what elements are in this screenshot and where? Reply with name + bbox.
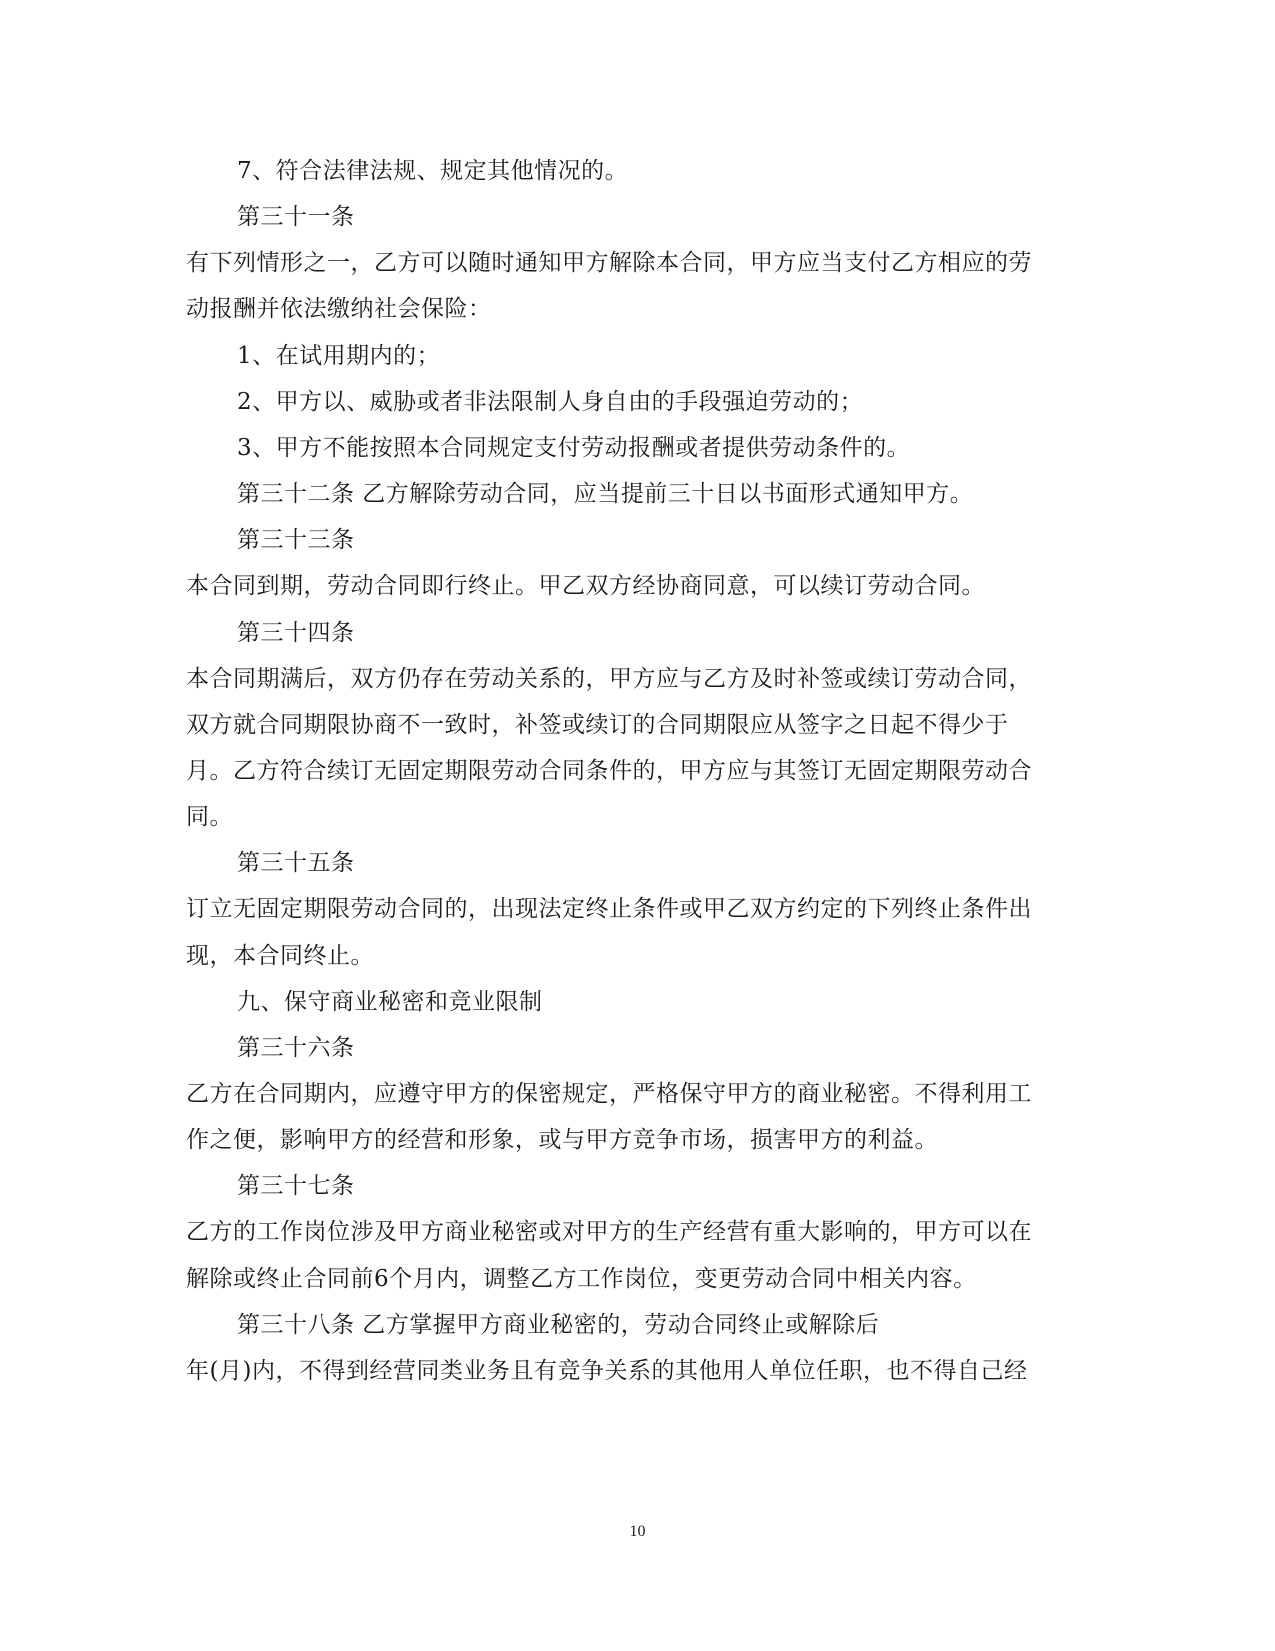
text-line: 1、在试用期内的； (237, 342, 441, 369)
text-line: 7、符合法律法规、规定其他情况的。 (237, 158, 629, 184)
text-line: 3、甲方不能按照本合同规定支付劳动报酬或者提供劳动条件的。 (237, 434, 911, 461)
text-line: 第三十四条 (237, 619, 355, 646)
text-line: 月。乙方符合续订无固定期限劳动合同条件的，甲方应与其签订无固定期限劳动合 (186, 757, 1032, 784)
text-line: 动报酬并依法缴纳社会保险： (186, 296, 492, 323)
text-line: 年(月)内，不得到经营同类业务且有竞争关系的其他用人单位任职，也不得自己经 (186, 1357, 1028, 1384)
text-line: 同。 (186, 804, 233, 831)
text-line: 现，本合同终止。 (186, 942, 374, 969)
text-line: 第三十八条 乙方掌握甲方商业秘密的，劳动合同终止或解除后 (237, 1311, 880, 1338)
text-line: 九、保守商业秘密和竞业限制 (237, 988, 543, 1015)
text-line: 第三十五条 (237, 850, 355, 877)
text-line: 第三十七条 (237, 1173, 355, 1200)
page-number: 10 (629, 1523, 646, 1540)
text-line: 本合同到期，劳动合同即行终止。甲乙双方经协商同意，可以续订劳动合同。 (186, 573, 985, 600)
text-line: 2、甲方以、威胁或者非法限制人身自由的手段强迫劳动的； (237, 388, 864, 415)
text-line: 第三十六条 (237, 1034, 355, 1061)
text-line: 本合同期满后，双方仍存在劳动关系的，甲方应与乙方及时补签或续订劳动合同， (186, 665, 1032, 692)
text-line: 有下列情形之一，乙方可以随时通知甲方解除本合同，甲方应当支付乙方相应的劳 (186, 250, 1032, 277)
text-line: 双方就合同期限协商不一致时，补签或续订的合同期限应从签字之日起不得少于 (186, 711, 1009, 738)
text-line: 作之便，影响甲方的经营和形象，或与甲方竞争市场，损害甲方的利益。 (186, 1127, 938, 1154)
text-line: 第三十二条 乙方解除劳动合同，应当提前三十日以书面形式通知甲方。 (237, 481, 974, 508)
text-line: 第三十一条 (237, 204, 355, 231)
text-line: 订立无固定期限劳动合同的，出现法定终止条件或甲乙双方约定的下列终止条件出 (186, 896, 1032, 923)
text-line: 乙方的工作岗位涉及甲方商业秘密或对甲方的生产经营有重大影响的，甲方可以在 (186, 1219, 1032, 1246)
text-line: 第三十三条 (237, 527, 355, 554)
text-line: 乙方在合同期内，应遵守甲方的保密规定，严格保守甲方的商业秘密。不得利用工 (186, 1081, 1032, 1107)
text-line: 解除或终止合同前6个月内，调整乙方工作岗位，变更劳动合同中相关内容。 (186, 1265, 977, 1292)
